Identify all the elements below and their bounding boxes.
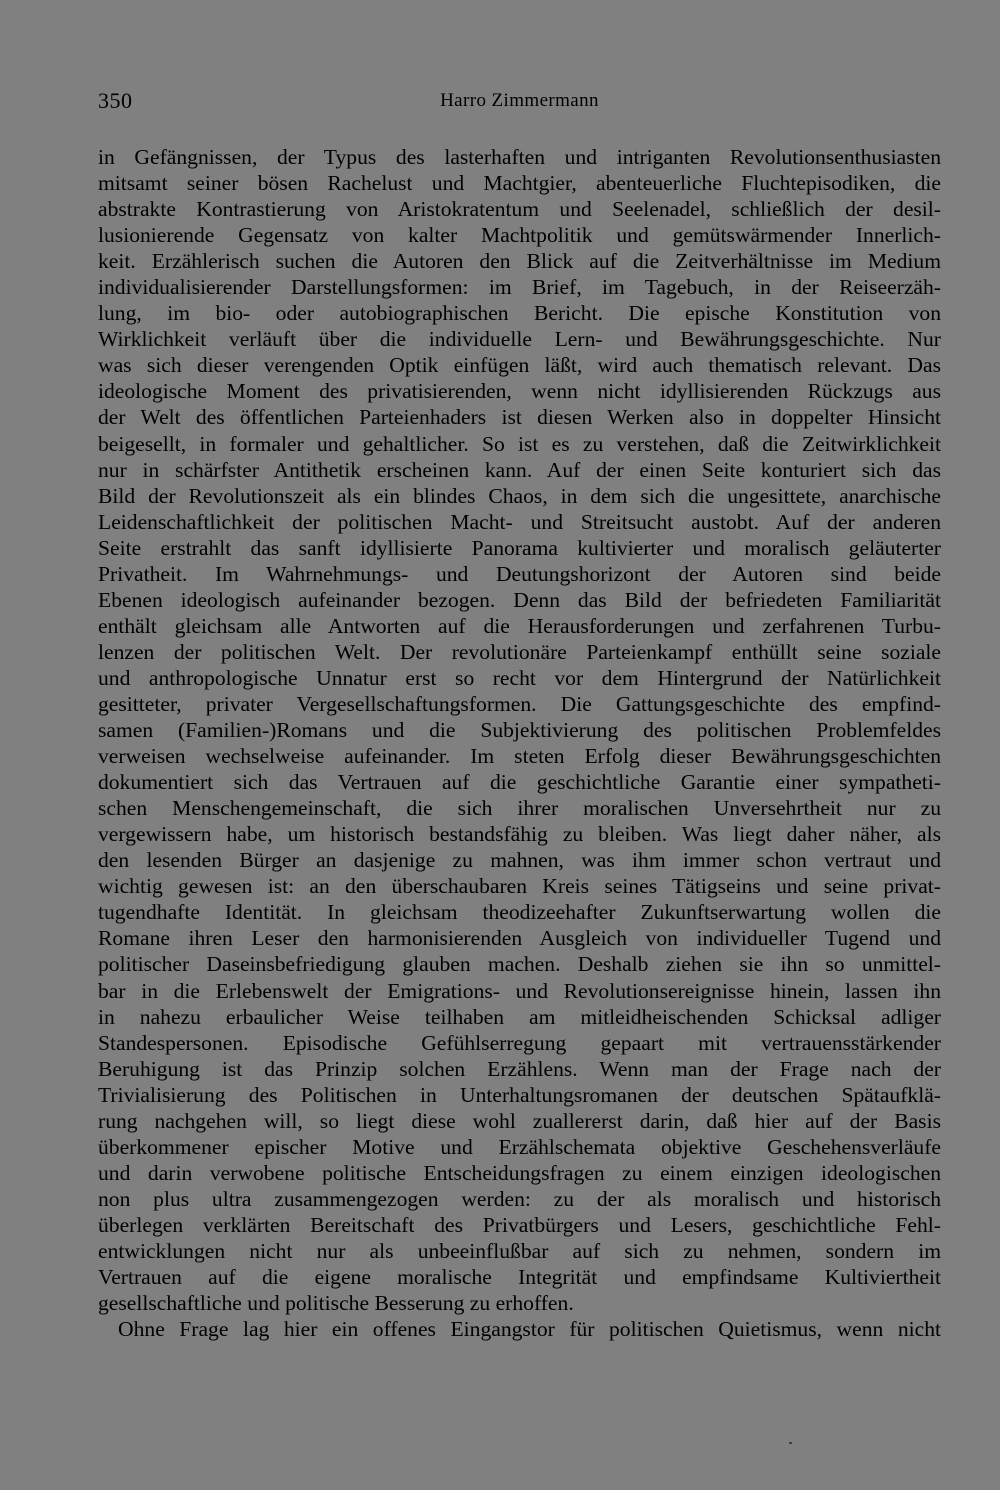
text-line: beigesellt, in formaler und gehaltlicher. So ist es zu verstehen, daß die Zeitwirklichkeit	[98, 431, 941, 456]
text-line: enthält gleichsam alle Antworten auf die Herausforderungen und zerfahrenen Turbu-	[98, 613, 941, 638]
text-line: tugendhafte Identität. In gleichsam theodizeehafter Zukunftserwartung wollen die	[98, 900, 941, 925]
text-line: lusionierende Gegensatz von kalter Machtpolitik und gemütswärmender Innerlich-	[98, 223, 941, 248]
running-head-author: Harro Zimmermann	[440, 90, 599, 111]
text-line: überlegen verklärten Bereitschaft des Privatbürgers und Lesers, geschichtliche Fehl-	[98, 1212, 941, 1237]
text-line: Standespersonen. Episodische Gefühlserregung gepaart mit vertrauensstärkender	[98, 1030, 941, 1055]
text-line: ideologische Moment des privatisierenden, wenn nicht idyllisierenden Rückzugs aus	[98, 379, 941, 404]
text-line: in Gefängnissen, der Typus des lasterhaften und intriganten Revolutionsenthusiasten	[98, 145, 941, 169]
paragraph	[98, 144, 941, 1316]
text-line: Trivialisierung des Politischen in Unterhaltungsromanen der deutschen Spätaufklä-	[98, 1082, 941, 1107]
text-line: gesellschaftliche und politische Besserung zu erhoffen.	[98, 1291, 574, 1316]
scan-speck	[789, 1442, 792, 1444]
text-line: Vertrauen auf die eigene moralische Integrität und empfindsame Kultiviertheit	[98, 1265, 941, 1290]
text-line: Ebenen ideologisch aufeinander bezogen. Denn das Bild der befriedeten Familiarität	[98, 587, 941, 612]
text-line: gesitteter, privater Vergesellschaftungsformen. Die Gattungsgeschichte des empfind-	[98, 691, 941, 716]
text-line: Beruhigung ist das Prinzip solchen Erzählens. Wenn man der Frage nach der	[98, 1056, 941, 1081]
text-line: bar in die Erlebenswelt der Emigrations- und Revolutionsereignisse hinein, lassen ihn	[98, 978, 941, 1003]
text-line: keit. Erzählerisch suchen die Autoren den Blick auf die Zeitverhältnisse im Medium	[98, 249, 941, 274]
text-line: Leidenschaftlichkeit der politischen Macht- und Streitsucht austobt. Auf der anderen	[98, 509, 941, 534]
text-line: Privatheit. Im Wahrnehmungs- und Deutungshorizont der Autoren sind beide	[98, 561, 941, 586]
text-line: Seite erstrahlt das sanft idyllisierte Panorama kultivierter und moralisch geläuterter	[98, 535, 941, 560]
text-line: was sich dieser verengenden Optik einfügen läßt, wird auch thematisch relevant. Das	[98, 353, 941, 378]
text-line: dokumentiert sich das Vertrauen auf die geschichtliche Garantie einer sympatheti-	[98, 770, 941, 795]
text-line: der Welt des öffentlichen Parteienhaders ist diesen Werken also in doppelter Hinsicht	[98, 405, 941, 430]
text-line: lung, im bio- oder autobiographischen Bericht. Die epische Konstitution von	[98, 301, 941, 326]
page-header	[98, 88, 941, 118]
text-line: und anthropologische Unnatur erst so recht vor dem Hintergrund der Natürlichkeit	[98, 665, 941, 690]
text-line: lenzen der politischen Welt. Der revolutionäre Parteienkampf enthüllt seine soziale	[98, 639, 941, 664]
text-line: den lesenden Bürger an dasjenige zu mahnen, was ihm immer schon vertraut und	[98, 848, 941, 873]
paragraph	[98, 1316, 941, 1342]
text-line: Romane ihren Leser den harmonisierenden Ausgleich von individueller Tugend und	[98, 926, 941, 951]
text-line: Wirklichkeit verläuft über die individuelle Lern- und Bewährungsgeschichte. Nur	[98, 327, 941, 352]
text-line: samen (Familien-)Romans und die Subjektivierung des politischen Problemfeldes	[98, 718, 941, 743]
text-line: non plus ultra zusammengezogen werden: zu der als moralisch und historisch	[98, 1186, 941, 1211]
text-line: und darin verwobene politische Entscheidungsfragen zu einem einzigen ideologischen	[98, 1160, 941, 1185]
text-line: entwicklungen nicht nur als unbeeinflußbar auf sich zu nehmen, sondern im	[98, 1238, 941, 1263]
text-line: vergewissern habe, um historisch bestandsfähig zu bleiben. Was liegt daher näher, als	[98, 822, 941, 847]
text-line: Bild der Revolutionszeit als ein blindes Chaos, in dem sich die ungesittete, anarchische	[98, 483, 941, 508]
text-line: mitsamt seiner bösen Rachelust und Machtgier, abenteuerliche Fluchtepisodiken, die	[98, 171, 941, 196]
body-text	[98, 144, 941, 1342]
text-line: wichtig gewesen ist: an den überschaubaren Kreis seines Tätigseins und seine privat-	[98, 874, 941, 899]
text-line: in nahezu erbaulicher Weise teilhaben am mitleidheischenden Schicksal adliger	[98, 1004, 941, 1029]
text-line: abstrakte Kontrastierung von Aristokratentum und Seelenadel, schließlich der desil-	[98, 197, 941, 222]
text-line: überkommener epischer Motive und Erzählschemata objektive Geschehensverläufe	[98, 1134, 941, 1159]
page-number: 350	[98, 88, 133, 113]
text-line: politischer Daseinsbefriedigung glauben machen. Deshalb ziehen sie ihn so unmittel-	[98, 952, 941, 977]
text-line: verweisen wechselweise aufeinander. Im steten Erfolg dieser Bewährungsgeschichten	[98, 744, 941, 769]
text-line: individualisierender Darstellungsformen: im Brief, im Tagebuch, in der Reiseerzäh-	[98, 275, 941, 300]
text-line: rung nachgehen will, so liegt diese wohl zuallererst darin, daß hier auf der Basis	[98, 1108, 941, 1133]
text-line: Ohne Frage lag hier ein offenes Eingangstor für politischen Quietismus, wenn nicht	[118, 1317, 941, 1342]
text-line: nur in schärfster Antithetik erscheinen kann. Auf der einen Seite konturiert sich das	[98, 457, 941, 482]
text-line: schen Menschengemeinschaft, die sich ihrer moralischen Unversehrtheit nur zu	[98, 796, 941, 821]
